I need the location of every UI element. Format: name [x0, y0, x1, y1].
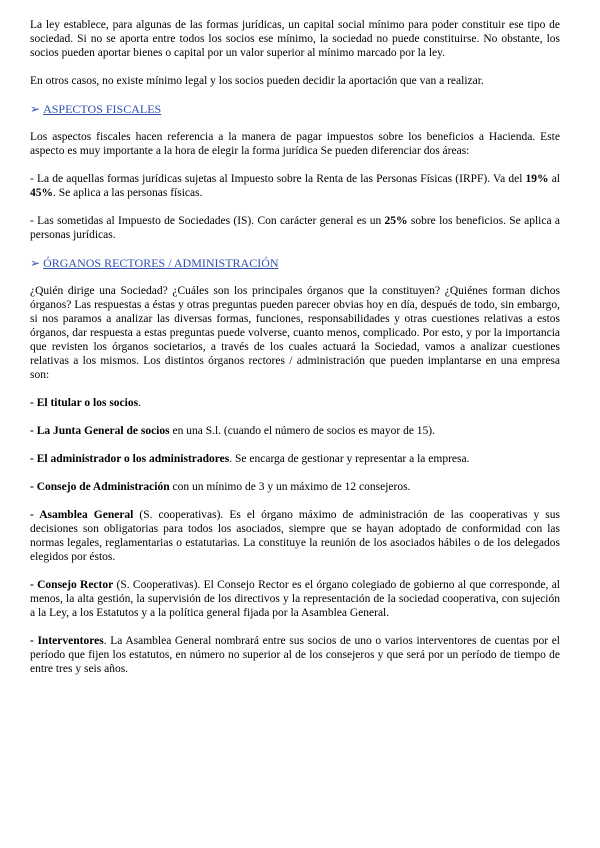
- text-span: - La de aquellas formas jurídicas sujetas al Impuesto sobre la Renta de las Personas Físicas (IRPF). Va del: [30, 173, 526, 185]
- list-item: [30, 634, 560, 676]
- list-item: [30, 578, 560, 620]
- list-item: [30, 396, 560, 410]
- item-title: - Interventores: [30, 635, 104, 647]
- text-span: . Se aplica a las personas físicas.: [53, 187, 203, 199]
- item-title: - El administrador o los administradores: [30, 453, 230, 465]
- heading-text: ÓRGANOS RECTORES / ADMINISTRACIÓN: [43, 256, 279, 270]
- text-span: al: [548, 173, 560, 185]
- item-text: (S. Cooperativas). El Consejo Rector es el órgano colegiado de gobierno al que corresponde, al menos, la alta gestión, la supervisión de los directivos y la representación de la sociedad cooperativa, con sujeción a la Ley, a los Estatutos y a la política general fijada por la Asamblea General.: [30, 579, 561, 619]
- list-item: [30, 424, 560, 438]
- item-title: - Consejo Rector: [30, 579, 114, 591]
- item-title: - Consejo de Administración: [30, 481, 170, 493]
- section-heading-organos: [30, 256, 560, 270]
- item-text: . La Asamblea General nombrará entre sus socios de uno o varios interventores de cuentas por el período que fijen los estatutos, en número no superior al de los consejeros y que será por un período de tiempo de entre tres y seis años.: [30, 635, 561, 675]
- item-text: (S. cooperativas). Es el órgano máximo de administración de las cooperativas y sus decisiones son obligatorias para todos los asociados, siempre que se hayan adoptado de conformidad con las normas legales, reglamentarias o estatutarias. La constituye la reunión de los asociados hábiles o de los delegados elegidos por éstos.: [30, 509, 560, 563]
- item-title: - El titular o los socios: [30, 397, 139, 409]
- item-title: - Asamblea General: [30, 509, 134, 521]
- arrow-bullet-icon: ➢: [30, 256, 41, 270]
- list-item: [30, 452, 560, 466]
- section-heading-fiscal: [30, 102, 560, 116]
- text-span: sobre los beneficios. Se aplica a personas jurídicas.: [30, 215, 560, 241]
- item-text: . Se encarga de gestionar y representar a la empresa.: [229, 453, 470, 465]
- bold-percent: 25%: [384, 215, 408, 227]
- arrow-bullet-icon: ➢: [30, 102, 41, 116]
- item-text: .: [138, 397, 141, 409]
- intro-paragraph-2: En otros casos, no existe mínimo legal y los socios pueden decidir la aportación que van a realizar.: [30, 75, 484, 87]
- document-page: [30, 18, 560, 690]
- heading-text: ASPECTOS FISCALES: [43, 102, 162, 116]
- bold-percent: 45%: [30, 187, 53, 199]
- fiscal-paragraph-is: [30, 214, 560, 242]
- fiscal-paragraph-1: Los aspectos fiscales hacen referencia a la manera de pagar impuestos sobre los beneficios a Hacienda. Este aspecto es muy importante a la hora de elegir la forma jurídica Se pueden diferenciar dos áreas:: [30, 131, 560, 157]
- item-text: con un mínimo de 3 y un máximo de 12 consejeros.: [169, 481, 411, 493]
- organos-intro-paragraph: ¿Quién dirige una Sociedad? ¿Cuáles son los principales órganos que la constituyen? ¿Quiénes forman dichos órganos? Las respuestas a éstas y otras preguntas pueden parecer obvias hoy en día, después de todo, sin embargo, si nos paramos a analizar las diversas formas, funciones, responsabilidades y otras cuestiones relativas a estos órganos, dar respuesta a estas preguntas puede volverse, cuanto menos, complicado. Por esto, y por la importancia que revisten los órganos societarios, a través de los cuales actuará la Sociedad, vamos a analizar cuestiones relativas a los mismos. Los distintos órganos rectores / administración que pueden implantarse en una empresa son:: [30, 285, 560, 381]
- fiscal-paragraph-irpf: [30, 172, 560, 200]
- intro-paragraph-1: La ley establece, para algunas de las formas jurídicas, un capital social mínimo para poder constituir ese tipo de sociedad. Si no se aporta entre todos los socios ese mínimo, la sociedad no puede constituirse. No obstante, los socios pueden aportar bienes o capital por un valor superior al mínimo marcado por la ley.: [30, 19, 560, 59]
- list-item: [30, 480, 560, 494]
- text-span: - Las sometidas al Impuesto de Sociedades (IS). Con carácter general es un: [30, 215, 385, 227]
- item-text: en una S.l. (cuando el número de socios es mayor de 15).: [169, 425, 435, 437]
- bold-percent: 19%: [525, 173, 549, 185]
- item-title: - La Junta General de socios: [30, 425, 170, 437]
- list-item: [30, 508, 560, 564]
